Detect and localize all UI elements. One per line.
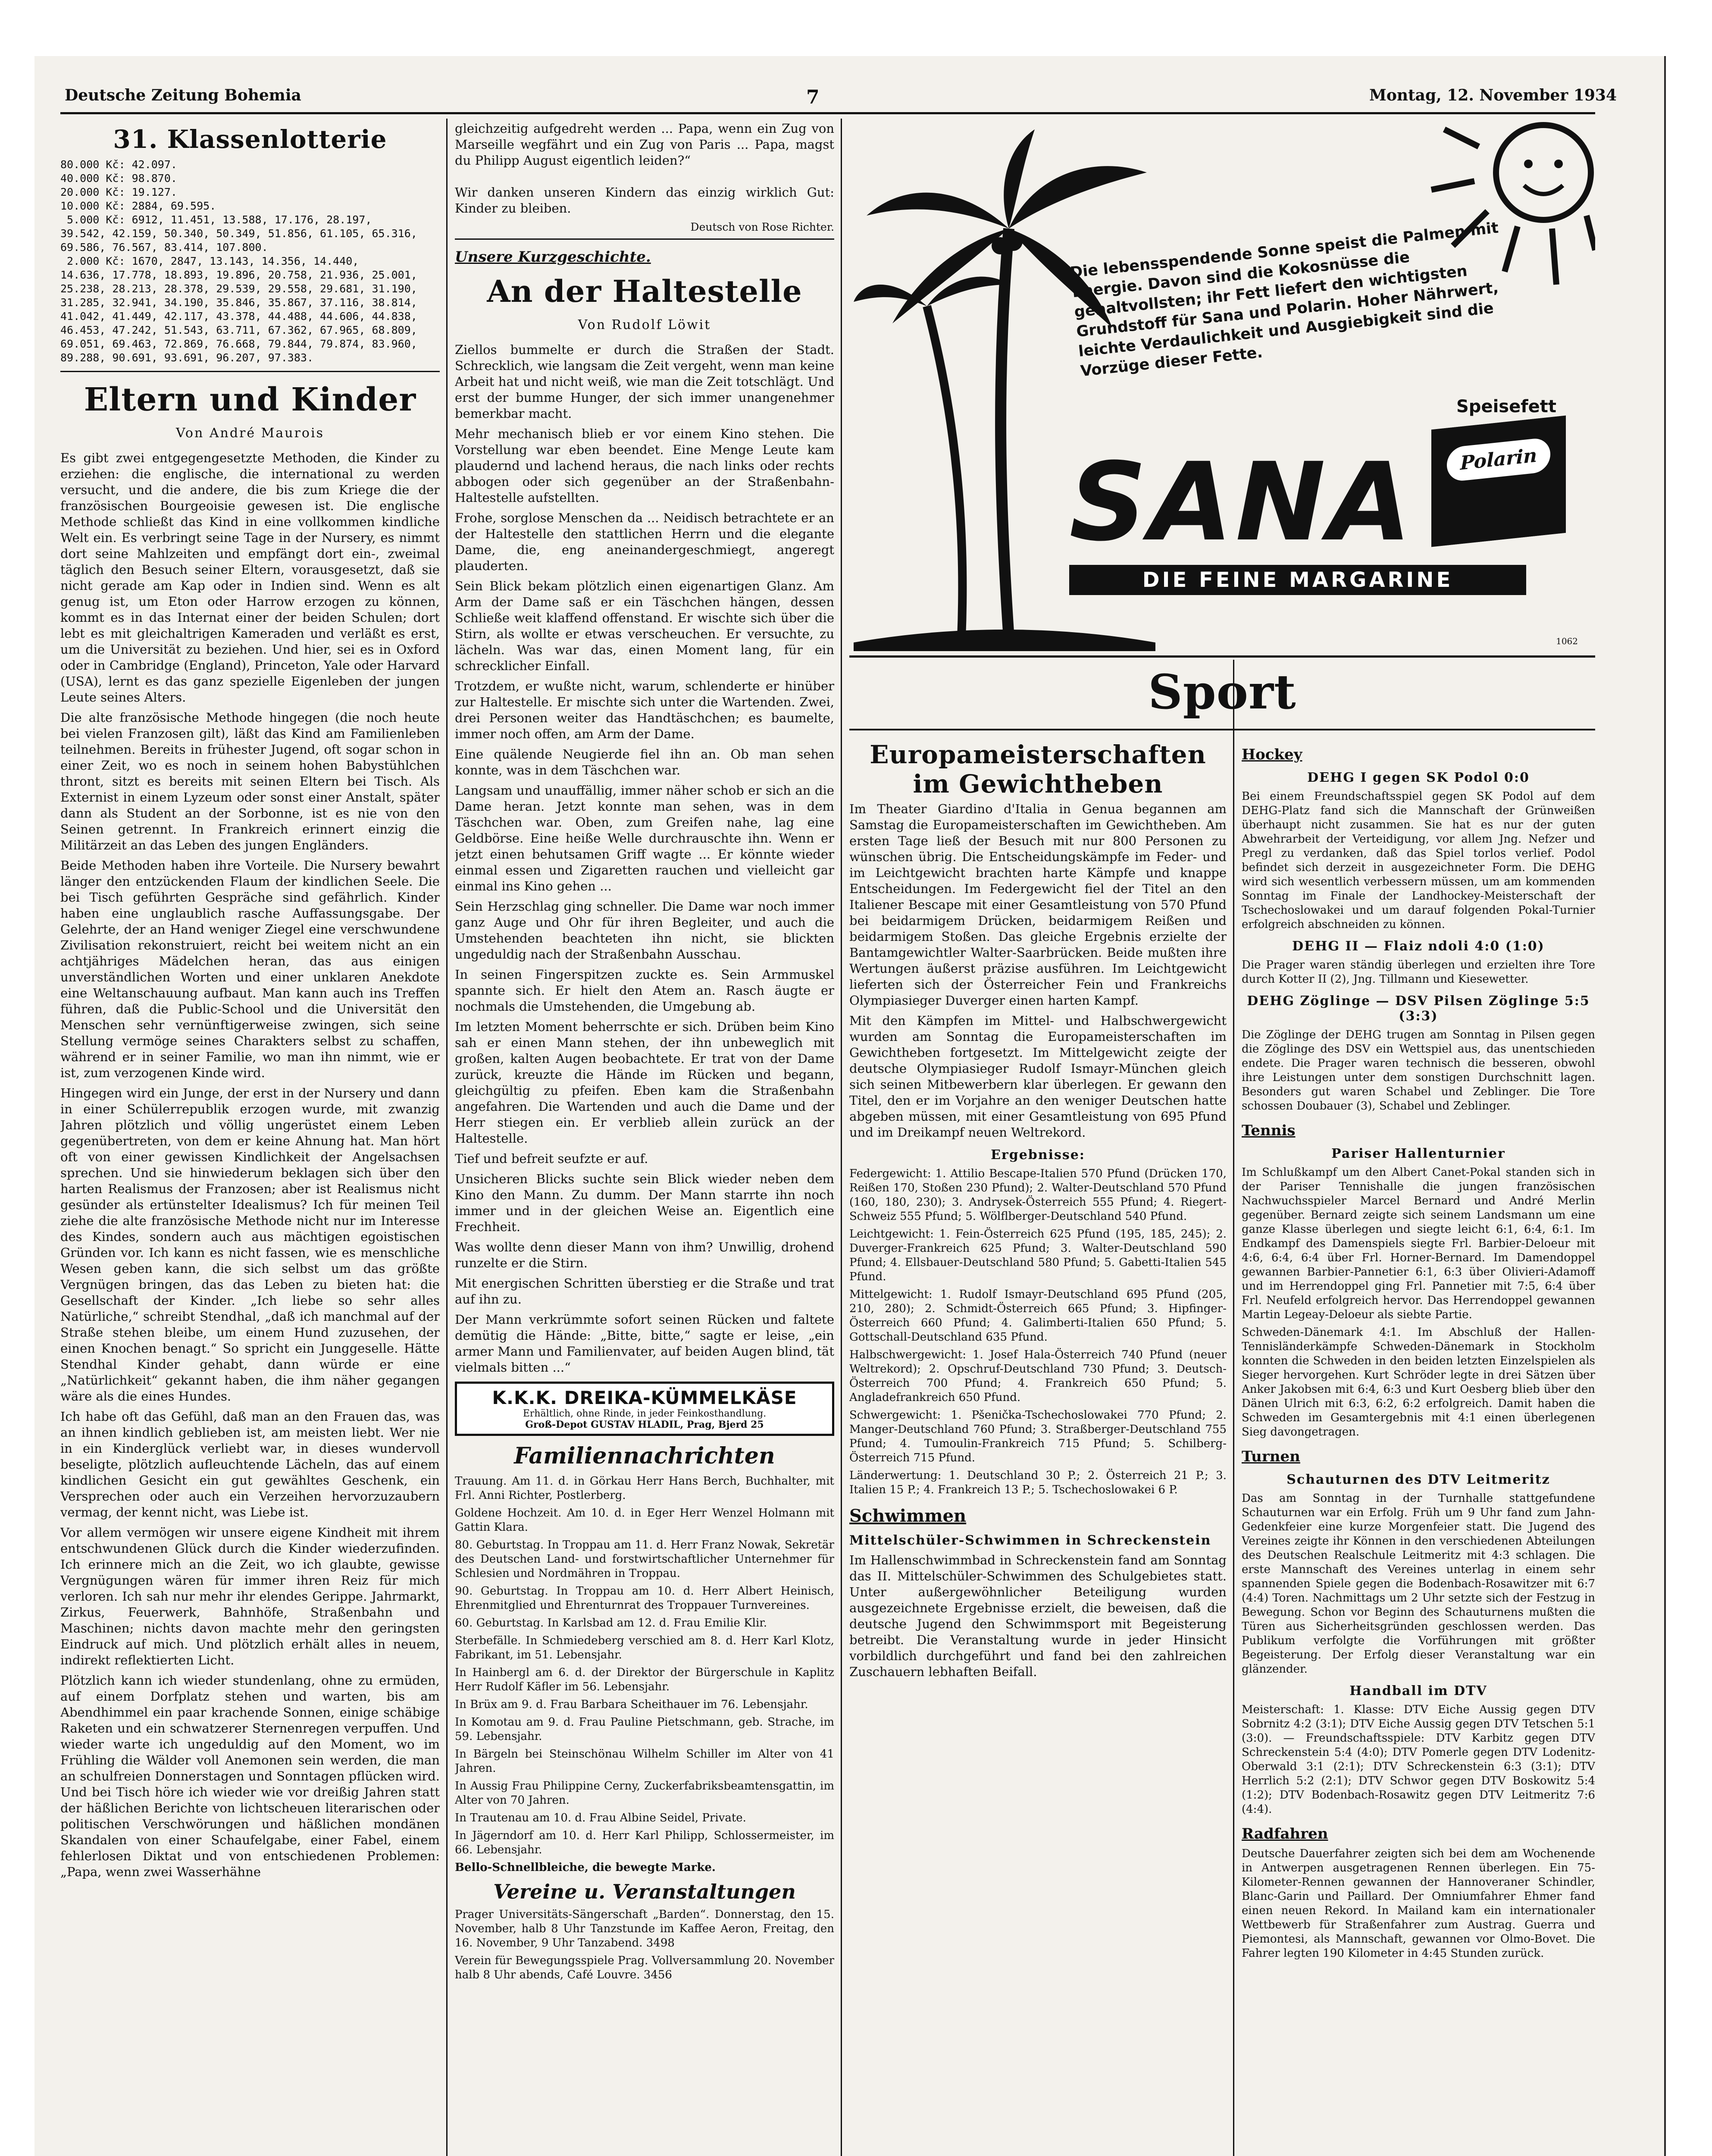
result-line: Leichtgewicht: 1. Fein-Österreich 625 Pfund (195, 185, 245); 2. Duverger-Frankreich 625 Pfund; 3. Walter-Deutschland 590 Pfund; 4. Ellsbauer-Deutschland 580 Pfund; 5. Gabetti-Italien 545 Pfund. [849,1228,1227,1283]
result-line: Länderwertung: 1. Deutschland 30 P.; 2. Österreich 21 P.; 3. Italien 15 P.; 4. Frankreich 13 P.; 5. Tschechoslowakei 6 P. [849,1469,1227,1496]
paragraph: Die Zöglinge der DEHG trugen am Sonntag in Pilsen gegen die Zöglinge des DSV ein Wettspiel aus, das unentschieden endete. Die Prager waren technisch die besseren, obwohl ihre Leistungen unter dem sonstigen Durchschnitt lagen. Besonders gut waren Schabel und Zeblinger. Die Tore schossen Doubauer (3), Schabel und Zeblinger. [1242,1028,1595,1112]
section-tennis: Tennis [1242,1122,1296,1139]
newspaper-page [34,56,1666,2156]
sport-title: Sport [1148,664,1296,720]
paragraph: Im Schlußkampf um den Albert Canet-Pokal standen sich in der Pariser Tennishalle die jungen französischen Nachwuchsspieler Marcel Bernard und André Merlin gegenüber. Bernard zeigte sich seinem Landsmann um eine ganze Klasse überlegen und siegte leicht 6:1, 6:4, 6:1. Im Endkampf des Damenspiels siegte Frl. Barbier-Deloeur mit 4:6, 6:4, 6:4 über Frl. Horner-Bernard. Im Damendoppel gewannen Barbier-Pannetier 6:1, 6:3 über Olivieri-Adamoff und im Herrendoppel ging Frl. Pannetier mit 7:5, 6:4 über Frl. Neufeld erfolgreich hervor. Das Herrendoppel gewannen Martin Legeay-Deloeur als siebte Partie. [1242,1166,1595,1321]
paragraph: In seinen Fingerspitzen zuckte es. Sein Armmuskel spannte sich. Er hielt den Atem an. Rasch äugte er nochmals die Umstehenden, die Umgebung ab. [455,967,834,1014]
paragraph: Sein Blick bekam plötzlich einen eigenartigen Glanz. Am Arm der Dame saß er ein Täschchen hängen, dessen Schließe weit klaffend offenstand. Er wischte sich über die Stirn, als wollte er etwas verscheuchen. Er versuchte, zu lächeln. Was war das, einen Moment lang, für ein schrecklicher Einfall. [455,579,834,673]
sport-column-right [1242,737,1595,2156]
vereine-title: Vereine u. Veranstaltungen [493,1880,796,1903]
tennis-subhead: Pariser Hallenturnier [1331,1146,1505,1161]
handball-subhead: Handball im DTV [1349,1683,1487,1698]
column-divider [446,119,448,2156]
paragraph: Schweden-Dänemark 4:1. Im Abschluß der Hallen-Tennisländerkämpfe Schweden-Dänemark in Stockholm konnten die Schweden in den beiden letzten Einzelspielen als Sieger hervorgehen. Kurt Schröder legte in drei Sätzen über Anker Jakobsen mit 6:4, 6:3 und Kurt Oesberg blieb über den Dänen Ulrich mit 6:3, 6:2, 6:2 erfolgreich. Damit haben die Schweden im Gesamtergebnis mit 4:1 einen überlegenen Sieg davongetragen. [1242,1326,1595,1438]
family-news-title: Familiennachrichten [514,1443,775,1469]
result-line: Federgewicht: 1. Attilio Bescape-Italien 570 Pfund (Drücken 170, Reißen 170, Stoßen 230 Pfund); 2. Walter-Deutschland 570 Pfund (160, 180, 230); 3. Andrysek-Österreich 555 Pfund; 4. Riegert-Schweiz 555 Pfund; 5. Wölflberger-Deutschland 540 Pfund. [849,1167,1227,1223]
sana-ad-code: 1062 [1556,636,1578,646]
paragraph: Meisterschaft: 1. Klasse: DTV Eiche Aussig gegen DTV Sobrnitz 4:2 (3:1); DTV Eiche Aussig gegen DTV Tetschen 5:1 (3:0). — Freundschaftsspiele: DTV Karbitz gegen DTV Schreckenstein 5:4 (4:0); DTV Pomerle gegen DTV Lodenitz-Oberwald 3:1 (2:1); DTV Schreckenstein 6:3 (3:1); DTV Herrlich 5:2 (2:1); DTV Schwor gegen DTV Boskowitz 5:4 (1:2); DTV Bodenbach-Rosawitz gegen DTV Leitmeritz 7:6 (4:4). [1242,1703,1595,1816]
paragraph: Das am Sonntag in der Turnhalle stattgefundene Schauturnen war ein Erfolg. Früh um 9 Uhr fand zum Jahn-Gedenkfeier eine kurze Morgenfeier statt. Die Jugend des Vereines zeigte ihr Können in den verschiedenen Abteilungen des Deutschen Realschule Leitmeritz mit 4:3 schlagen. Die erste Mannschaft des Vereines unterlag in einem sehr spannenden Spiele gegen die Bodenbach-Rosawitzer mit 6:7 (4:4) Toren. Nachmittags um 2 Uhr setzte sich der Festzug in Bewegung. Schon vor Beginn des Schauturnens mußten die Türen aus Sicherheitsgründen geschlossen werden. Das Publikum verfolgte die Vorführungen mit größter Begeisterung. Der Erfolg dieser Veranstaltung war ein glänzender. [1242,1492,1595,1676]
header-left: Deutsche Zeitung Bohemia [65,86,301,104]
section-rule [60,371,440,372]
vereine-item: Verein für Bewegungsspiele Prag. Vollversammlung 20. November halb 8 Uhr abends, Café Louvre. 3456 [455,1954,834,1981]
result-line: Halbschwergewicht: 1. Josef Hala-Österreich 740 Pfund (neuer Weltrekord); 2. Opschruf-Deutschland 730 Pfund; 3. Deutsch-Österreich 700 Pfund; 4. Frankreich 650 Pfund; 5. Angladefrankreich 650 Pfund. [849,1348,1227,1404]
paragraph: Mehr mechanisch blieb er vor einem Kino stehen. Die Vorstellung war eben beendet. Eine Menge Leute kam plaudernd und lachend heraus, die nach links oder rechts abbogen oder sich gegenüber an der Straßenbahn-Haltestelle aufstellten. [455,426,834,505]
paragraph: Vor allem vermögen wir unsere eigene Kindheit mit ihrem entschwundenen Glück durch die Kinder wiederzufinden. Ich erinnere mich an die Zeit, wo ich glaubte, gewisse Vergnügungen wären für immer ihren Reiz für mich verloren. Ich sah nur mehr ihr elendes Gerippe. Jahrmarkt, Zirkus, Feuerwerk, Bahnhöfe, Straßenbahn und Maschinen; nichts davon machte mehr den geringsten Eindruck auf mich. Und plötzlich erhält alles in neuem, indirekt reflektierten Licht. [60,1525,440,1667]
family-item: In Aussig Frau Philippine Cerny, Zuckerfabriksbeamtensgattin, im Alter von 70 Jahren. [455,1780,834,1807]
kummel-ad-name: K.K.K. DREIKA-KÜMMELKÄSE [492,1387,797,1408]
header-page-number: 7 [806,86,820,108]
turnen-subhead: Schauturnen des DTV Leitmeritz [1286,1472,1550,1487]
paragraph: Ziellos bummelte er durch die Straßen der Stadt. Schrecklich, wie langsam die Zeit vergeht, wenn man keine Arbeit hat und nicht weiß, wie man die Zeit totschlägt. Und erst der bumme Hunger, der sich immer unangenehmer bemerkbar macht. [455,342,834,421]
hockey-match: DEHG II — Flaiz ndoli 4:0 (1:0) [1292,939,1545,954]
column-divider [1233,660,1234,2156]
article-title-eltern: Eltern und Kinder [84,381,416,418]
schwimmen-subhead: Mittelschüler-Schwimmen in Schreckenstein [849,1533,1211,1548]
paragraph: Frohe, sorglose Menschen da ... Neidisch betrachtete er an der Haltestelle den stattlichen Herrn und die elegante Dame, die, eng aneinandergeschmiegt, angeregt plauderten. [455,511,834,573]
paragraph: Mit energischen Schritten überstieg er die Straße und trat auf ihn zu. [455,1276,834,1307]
paragraph: Mit den Kämpfen im Mittel- und Halbschwergewicht wurden am Sonntag die Europameisterschaften im Gewichtheben fortgesetzt. Im Mittelgewicht zeigte der deutsche Olympiasieger Rudolf Ismayr-München gleich sich seinen Mitbewerbern klar überlegen. Er gewann den Titel, den er im Vorjahre an den weniger Deutschen hatte abgeben müssen, mit einer Gesamtleistung von 695 Pfund und im Dreikampf neuen Weltrekord. [849,1013,1227,1140]
sport-rule [849,729,1595,730]
header-rule [60,112,1595,114]
result-line: Mittelgewicht: 1. Rudolf Ismayr-Deutschland 695 Pfund (205, 210, 280); 2. Schmidt-Österreich 665 Pfund; 3. Hipfinger-Österreich 660 Pfund; 4. Galimberti-Italien 650 Pfund; 5. Gottschall-Deutschland 635 Pfund. [849,1288,1227,1344]
paragraph: Sein Herzschlag ging schneller. Die Dame war noch immer ganz Auge und Ohr für ihren Begleiter, und auch die Umstehenden beachteten ihn nicht, sie blickten ungeduldig nach der Straßenbahn Ausschau. [455,899,834,962]
paragraph: Ich habe oft das Gefühl, daß man an den Frauen das, was an ihnen kindlich geblieben ist, am meisten liebt. Wer nie in ein Kinderglück verliebt war, in dieses wundervoll beseligte, plötzlich aufleuchtende Lächeln, das auf einem kindlichen Gesicht ein gut gewähltes Geschenk, ein Versprechen oder auch ein Verzeihen hervorzuzaubern vermag, der kennt nicht, was Liebe ist. [60,1409,440,1520]
header-date: Montag, 12. November 1934 [1369,86,1617,104]
paragraph: Hingegen wird ein Junge, der erst in der Nursery und dann in einer Schülerrepublik erzogen wurde, mit zwanzig Jahren plötzlich und völlig ungerüstet einem Leben gegenübertreten, von dem er keine Ahnung hat. Man hört oft von einer gewissen Kindlichkeit der Angelsachsen sprechen. Und sie hinwiederum beklagen sich über den harten Realismus der Franzosen; aber ist Realismus nicht gesünder als ertünstelter Idealismus? Ich für meinen Teil ziehe die alte französische Methode nicht nur im Interesse des Kindes, sondern auch aus mächtigen egoistischen Gründen vor. Ich kann es nicht fassen, wie es menschliche Wesen geben kann, die sich selbst um das größte Vergnügen bringen, das das Leben zu bieten hat: die Gesellschaft der Kinder. „Ich liebe so sehr alles Natürliche,“ schreibt Stendhal, „daß ich manchmal auf der Straße stehen bleibe, um einem Hund zuzusehen, der einen Knochen benagt.“ So spricht ein Junggeselle. Hätte Stendhal Kinder gehabt, dann würde er eine „Natürlichkeit“ gekannt haben, die ihm näher gegangen wäre als die eines Hundes. [60,1086,440,1404]
paragraph: Der Mann verkrümmte sofort seinen Rücken und faltete demütig die Hände: „Bitte, bitte,“ sagte er leise, „ein armer Mann und Familienvater, auf beiden Augen blind, tät vielmals bitten ...“ [455,1312,834,1375]
article-title-haltestelle: An der Haltestelle [487,273,802,309]
family-item: In Brüx am 9. d. Frau Barbara Scheithauer im 76. Lebensjahr. [455,1698,808,1711]
euro-title: Europameisterschaften im Gewichtheben [870,740,1206,799]
kummel-ad-depot: Groß-Depot GUSTAV HLADIL, Prag, Bjerd 25 [525,1419,764,1430]
byline-eltern: Von André Maurois [176,426,324,441]
polarin-box [1431,416,1566,547]
paragraph: Es gibt zwei entgegengesetzte Methoden, die Kinder zu erziehen: die englische, die international zu werden versucht, und die andere, die bis zum Kriege die der französischen Bourgeoisie gewesen ist. Die englische Methode schließt das Kind in eine vollkommen kindliche Welt ein. Es verbringt seine Tage in der Nursery, es nimmt dort seine Mahlzeiten und empfängt dort ein-, zweimal täglich den Besuch seiner Eltern, vorausgesetzt, daß sie nicht gerade am Kap oder in Indien sind. Wenn es alt genug ist, um Eton oder Harrow erzogen zu können, kommt es in das Internat einer der beiden Schulen; dort lebt es mit gleichaltrigen Kameraden und verläßt es erst, um die Universität zu beziehen. Und hier, sei es in Oxford oder in Cambridge (England), Princeton, Yale oder Harvard (USA), lernt es das ganz spezielle Eigenleben der jungen Leute seines Alters. [60,451,440,705]
result-line: Schwergewicht: 1. Pšenička-Tschechoslowakei 770 Pfund; 2. Manger-Deutschland 760 Pfund; 3. Straßberger-Deutschland 755 Pfund; 4. Tumoulin-Frankreich 715 Pfund; 5. Schilberg-Österreich 715 Pfund. [849,1409,1227,1464]
sana-ad [854,121,1595,651]
family-footer: Bello-Schnellbleiche, die bewegte Marke. [455,1861,716,1874]
paragraph: Tief und befreit seufzte er auf. [455,1151,648,1166]
sport-column-left [849,737,1227,2156]
lottery-title: 31. Klassenlotterie [113,125,387,154]
kummel-ad-sub: Erhältlich, ohne Rinde, in jeder Feinkosthandlung. [523,1408,767,1419]
kummel-ad [455,1382,834,1436]
family-item: Sterbefälle. In Schmiedeberg verschied am 8. d. Herr Karl Klotz, Fabrikant, im 51. Lebensjahr. [455,1634,834,1661]
paragraph: Im Theater Giardino d'Italia in Genua begannen am Samstag die Europameisterschaften im Gewichtheben. Am ersten Tage ließ der Besuch mit nur 800 Personen zu wünschen übrig. Die Entscheidungskämpfe im Feder- und im Leichtgewicht brachten harte Kämpfe und knappe Entscheidungen. Im Federgewicht fiel der Titel an den Italiener Bescape mit einer Gesamtleistung von 570 Pfund bei beidarmigem Drücken, beidarmigem Reißen und beidarmigem Stoßen. Das gleiche Ergebnis erzielte der Bantamgewichtler Walter-Saarbrücken. Beide mußten ihre Wertungen äußerst präzise ausführen. Im Leichtgewicht lieferten sich der Österreicher Fein und Frankreichs Olympiasieger Duverger einen harten Kampf. [849,802,1227,1008]
family-item: Trauung. Am 11. d. in Görkau Herr Hans Berch, Buchhalter, mit Frl. Anni Richter, Postlerberg. [455,1475,834,1502]
column-divider [841,119,842,2156]
paragraph: Deutsche Dauerfahrer zeigten sich bei dem am Wochenende in Antwerpen ausgetragenen Rennen überlegen. Ein 75-Kilometer-Rennen gewannen der Hannoveraner Schindler, Blanc-Garin und Paillard. Der Omniumfahrer Ehmer fand einen neuen Rekord. In Mailand kam ein internationaler Wettbewerb für Straßenfahrer zum Austrag. Guerra und Piemontesi, als Mannschaft, gewannen vor Olmo-Bovet. Die Fahrer legten 190 Kilometer in 4:45 Stunden zurück. [1242,1847,1595,1960]
section-label-kurzgeschichte: Unsere Kurzgeschichte. [455,248,651,266]
column-1 [60,121,440,2156]
family-item: In Hainbergl am 6. d. der Direktor der Bürgerschule in Kaplitz Herr Rudolf Käfler im 56. Lebensjahr. [455,1666,834,1693]
hockey-match: DEHG Zöglinge — DSV Pilsen Zöglinge 5:5 (3:3) [1247,993,1590,1024]
family-item: 90. Geburtstag. In Troppau am 10. d. Herr Albert Heinisch, Ehrenmitglied und Ehrenturnrat des Troppauer Turnvereines. [455,1585,834,1612]
sana-brand: SANA [1069,439,1415,565]
paragraph: Was wollte denn dieser Mann von ihm? Unwillig, drohend runzelte er die Stirn. [455,1240,834,1270]
paragraph: Unsicheren Blicks suchte sein Blick wieder neben dem Kino den Mann. Zu dumm. Der Mann starrte ihn noch immer und in der gleichen Weise an. Eigentlich eine Frechheit. [455,1172,834,1234]
paragraph: Beide Methoden haben ihre Vorteile. Die Nursery bewahrt länger den entzückenden Flaum der kindlichen Seele. Die bei Tisch geführten Gespräche sind gefährlich. Kinder haben eine unglaublich rasche Auffassungsgabe. Der Gelehrte, der an Hand weniger Ziegel eine verschwundene Zivilisation rekonstruiert, reicht bei weitem nicht an ein achtjähriges Mädelchen heran, das aus einigen unverständlichen Worten und einer unklaren Anekdote eine Weltanschauung aufbaut. Man kann auch ins Treffen führen, daß die Public-School und die Universität den Menschen sehr vernünftigerweise zwingen, sich seine Stellung vermöge seines Charakters selbst zu schaffen, während er in seiner Familie, wo man ihn nimmt, wie er ist, zum verzogenen Kinde wird. [60,858,440,1080]
section-radfahren: Radfahren [1242,1825,1328,1843]
section-turnen: Turnen [1242,1448,1300,1465]
paragraph: Plötzlich kann ich wieder stundenlang, ohne zu ermüden, auf einem Dorfplatz stehen und warten, bis am Abendhimmel ein paar krachende Sonnen, einige schäbige Raketen und ein schwatzerer Sternenregen verpuffen. Und wieder warte ich ungeduldig auf den Moment, wo im Frühling die Wälder voll Anemonen sein werden, die man an schulfreien Donnerstagen und Sonntagen pflücken wird. Und bei Tisch höre ich wieder wie vor dreißig Jahren statt der häßlichen Berichte von lichtscheuen literarischen oder politischen Verschwörungen und häßlichen mondänen Skandalen von einer Schaufelgabe, einer Fabel, einem fehlerlosen Diktat und von entschiedenen Problemen: „Papa, wenn zwei Wasserhähne [60,1673,440,1879]
paragraph: gleichzeitig aufgedreht werden ... Papa, wenn ein Zug von Marseille wegfährt und ein Zug von Paris ... Papa, magst du Philipp August eigentlich leiden?“ Wir danken unseren Kindern das einzig wirklich Gut: Kinder zu bleiben. [455,121,834,216]
family-item: In Trautenau am 10. d. Frau Albine Seidel, Private. [455,1811,746,1824]
results-heading: Ergebnisse: [991,1147,1085,1163]
paragraph: Im Hallenschwimmbad in Schreckenstein fand am Sonntag das II. Mittelschüler-Schwimmen des Schulgebietes statt. Unter außergewöhnlicher Beteiligung wurden ausgezeichnete Ergebnisse erzielt, die beweisen, daß die deutsche Jugend den Schwimmsport mit Begeisterung betreibt. Die Veranstaltung wurde in jeder Hinsicht vorbildlich durchgeführt und fand bei den zahlreichen Zuschauern lebhaften Beifall. [849,1553,1227,1679]
family-item: In Jägerndorf am 10. d. Herr Karl Philipp, Schlossermeister, im 66. Lebensjahr. [455,1829,834,1856]
section-hockey: Hockey [1242,746,1302,763]
paragraph: Bei einem Freundschaftsspiel gegen SK Podol auf dem DEHG-Platz fand sich die Mannschaft der Grünweißen überhaupt nicht zusammen. Sie hat es nur der guten Abwehrarbeit der Verteidigung, vor allem Jng. Nefzer und Pregl zu verdanken, daß das Spiel torlos verlief. Podol befindet sich derzeit in ausgezeichneter Form. Die DEHG wird sich wesentlich verbessern müssen, um am kommenden Sonntag im Finale der Landhockey-Meisterschaft der Tschechoslowakei und um darauf folgenden Pokal-Turnier erfolgreich abschneiden zu können. [1242,790,1595,931]
sana-ad-copy: Die lebensspendende Sonne speist die Palmen mit Energie. Davon sind die Kokosnüsse die gehaltvollsten; ihr Fett liefert den wichtigsten Grundstoff für Sana und Polarin. Hoher Nährwert, leichte Verdaulichkeit und Ausgiebigkeit sind die Vorzüge dieser Fette. [1069,219,1499,380]
sana-tagline: DIE FEINE MARGARINE [1069,565,1526,595]
translator-credit: Deutsch von Rose Richter. [690,221,834,233]
family-item: In Bärgeln bei Steinschönau Wilhelm Schiller im Alter von 41 Jahren. [455,1748,834,1775]
section-rule [455,238,834,240]
polarin-box-label: Polarin [1447,437,1550,482]
byline-haltestelle: Von Rudolf Löwit [578,317,711,332]
paragraph: Langsam und unauffällig, immer näher schob er sich an die Dame heran. Jetzt konnte man sehen, was in dem Täschchen war. Oben, zum Greifen nahe, lag eine Geldbörse. Eine heiße Welle durchrauschte ihn. Wenn er jetzt einen behutsamen Griff wagte ... Er könnte wieder einmal essen und Zigaretten rauchen und vielleicht gar einmal ins Kino gehen ... [455,783,834,893]
hockey-match: DEHG I gegen SK Podol 0:0 [1307,770,1530,785]
paragraph: Die alte französische Methode hingegen (die noch heute bei vielen Franzosen gilt), läßt das Kind am Familienleben teilnehmen. Bereits in frühester Jugend, oft sogar schon in einer Zeit, wo es noch in seinem hohen Babystühlchen thront, sitzt es bereits mit seinen Eltern bei Tisch. Als Externist in einem Lyzeum oder sonst einer Anstalt, später dann als Student an der Sorbonne, ist es nie von den Seinen getrennt. In Frankreich erinnert einzig die Militärzeit an das Leben des jungen Engländers. [60,710,440,852]
lottery-numbers: 80.000 Kč: 42.097. 40.000 Kč: 98.870. 20.000 Kč: 19.127. 10.000 Kč: 2884, 69.595. 5.000 Kč: 6912, 11.451, 13.588, 17.176, 28.197, 39.542, 42.159, 50.340, 50.349, 51.856, 61.105, 65.316, 69.586, 76.567, 83.414, 107.800. 2.000 Kč: 1670, 2847, 13.143, 14.356, 14.440, 14.636, 17.778, 18.893, 19.896, 20.758, 21.936, 25.001, 25.238, 28.213, 28.378, 29.539, 29.558, 29.681, 31.190, 31.285, 32.941, 34.190, 35.846, 35.867, 37.116, 38.814, 41.042, 41.449, 42.117, 43.378, 44.488, 44.606, 44.838, 46.453, 47.242, 51.543, 63.711, 67.362, 67.965, 68.809, 69.051, 69.463, 72.869, 76.668, 79.844, 79.874, 83.960, 89.288, 90.691, 93.691, 96.207, 97.383. [60,158,417,364]
sana-speisefett: Speisefett [1456,397,1556,417]
vereine-item: Prager Universitäts-Sängerschaft „Barden“. Donnerstag, den 15. November, halb 8 Uhr Tanzstunde im Kaffee Aeron, Freitag, den 16. November, 9 Uhr Tanzabend. 3498 [455,1908,834,1949]
paragraph: Die Prager waren ständig überlegen und erzielten ihre Tore durch Kotter II (2), Jng. Tillmann und Kiesewetter. [1242,959,1595,986]
paragraph: Im letzten Moment beherrschte er sich. Drüben beim Kino sah er einen Mann stehen, der ihn unbeweglich mit großen, kalten Augen beobachtete. Er trat von der Dame zurück, kreuzte die Hände im Rücken und begann, gleichgültig zu pfeifen. Eben kam die Straßenbahn angefahren. Die Wartenden und auch die Dame und der Herr stiegen ein. Er verblieb allein zurück an der Haltestelle. [455,1019,834,1146]
family-item: Goldene Hochzeit. Am 10. d. in Eger Herr Wenzel Holmann mit Gattin Klara. [455,1507,834,1534]
family-item: 80. Geburtstag. In Troppau am 11. d. Herr Franz Nowak, Sekretär des Deutschen Land- und forstwirtschaftlicher Unternehmer für Schlesien und Nordmähren in Troppau. [455,1539,834,1580]
column-2 [455,121,834,2156]
paragraph: Eine quälende Neugierde fiel ihn an. Ob man sehen konnte, was in dem Täschchen war. [455,747,834,777]
paragraph: Trotzdem, er wußte nicht, warum, schlenderte er hinüber zur Haltestelle. Er mischte sich unter die Wartenden. Zwei, drei Personen weiter das Handtäschchen; es baumelte, immer noch offen, am Arm der Dame. [455,679,834,741]
family-item: 60. Geburtstag. In Karlsbad am 12. d. Frau Emilie Klir. [455,1617,767,1630]
section-schwimmen: Schwimmen [849,1506,967,1526]
ad-bottom-rule [849,655,1595,658]
family-item: In Komotau am 9. d. Frau Pauline Pietschmann, geb. Strache, im 59. Lebensjahr. [455,1716,834,1743]
